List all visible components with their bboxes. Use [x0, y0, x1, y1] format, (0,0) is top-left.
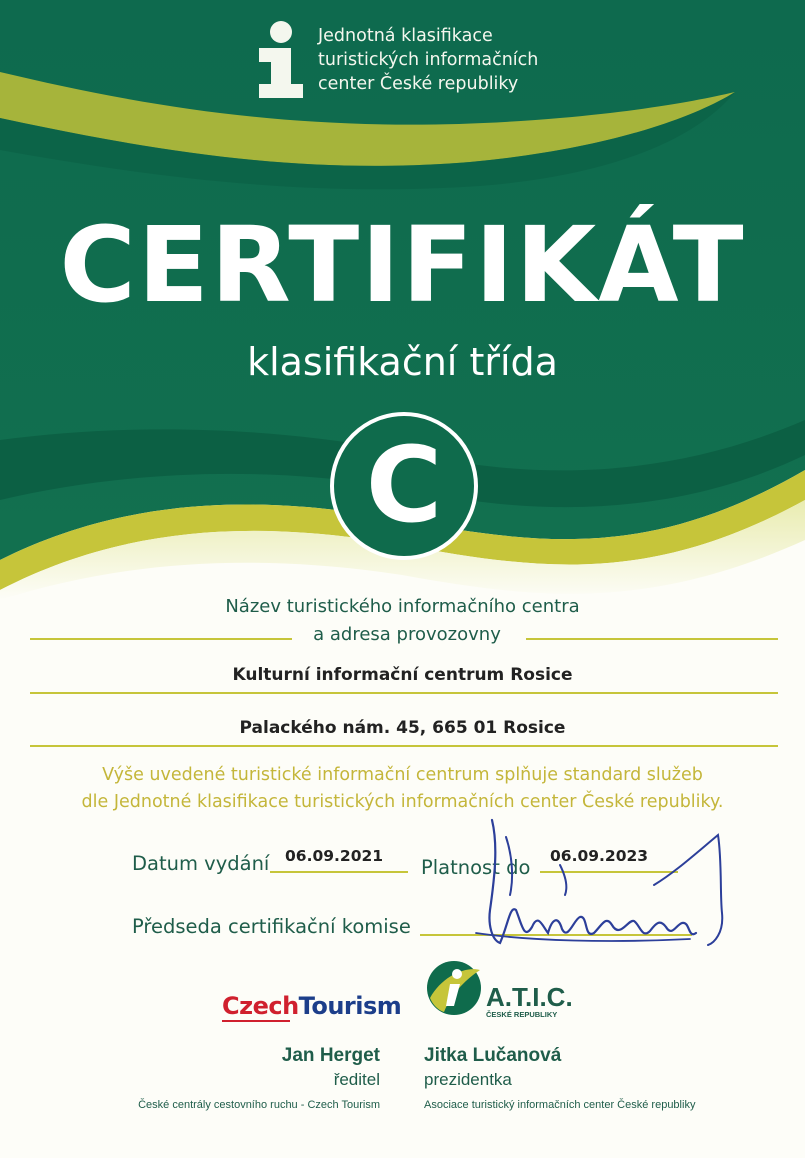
- czechtourism-logo-tourism: Tourism: [298, 992, 402, 1020]
- valid-until-value: 06.09.2023: [550, 847, 649, 865]
- centre-address-value: Palackého nám. 45, 665 01 Rosice: [239, 718, 566, 738]
- standard-statement-line: dle Jednotné klasifikace turistických informačních center České republiky.: [81, 792, 724, 812]
- logo-text-line: Jednotná klasifikace: [318, 26, 493, 46]
- czechtourism-logo: [222, 992, 401, 1020]
- grade-badge: C: [330, 412, 478, 560]
- left-signatory-role: ředitel: [333, 1070, 380, 1089]
- divider: [30, 692, 778, 694]
- logo-text-line: center České republiky: [318, 74, 519, 94]
- centre-name-value: Kulturní informační centrum Rosice: [232, 665, 573, 685]
- right-signatory-role: prezidentka: [424, 1070, 512, 1089]
- divider: [30, 745, 778, 747]
- centre-address-label: a adresa provozovny: [313, 624, 501, 645]
- czechtourism-underline: [222, 1020, 290, 1022]
- centre-name-label: Název turistického informačního centra: [225, 596, 580, 617]
- standard-statement-line: Výše uvedené turistické informační centrum splňuje standard služeb: [102, 765, 703, 785]
- left-signatory-org: České centrály cestovního ruchu - Czech Tourism: [138, 1099, 380, 1111]
- certificate-title: CERTIFIKÁT: [59, 204, 746, 326]
- certificate-subtitle: klasifikační třída: [247, 340, 558, 384]
- issue-date-label: Datum vydání: [132, 852, 270, 875]
- info-i-icon: [255, 20, 307, 100]
- atic-subtitle: ČESKÉ REPUBLIKY: [486, 1010, 558, 1019]
- classification-logo-text: [318, 24, 538, 96]
- valid-until-label: Platnost do: [421, 856, 531, 879]
- logo-text-line: turistických informačních: [318, 50, 539, 70]
- right-signatory-org: Asociace turistický informačních center České republiky: [424, 1099, 696, 1111]
- left-signatory-name: Jan Herget: [281, 1045, 380, 1066]
- commission-chair-label: Předseda certifikační komise: [132, 915, 411, 938]
- czechtourism-logo-czech: Czech: [222, 992, 299, 1020]
- divider: [270, 871, 408, 873]
- atic-logo-icon: [424, 958, 484, 1018]
- divider: [526, 638, 778, 640]
- atic-name: A.T.I.C.: [486, 982, 573, 1012]
- issue-date-value: 06.09.2021: [285, 847, 384, 865]
- right-signatory-name: Jitka Lučanová: [424, 1045, 562, 1066]
- handwritten-signature: [470, 815, 740, 955]
- divider: [30, 638, 292, 640]
